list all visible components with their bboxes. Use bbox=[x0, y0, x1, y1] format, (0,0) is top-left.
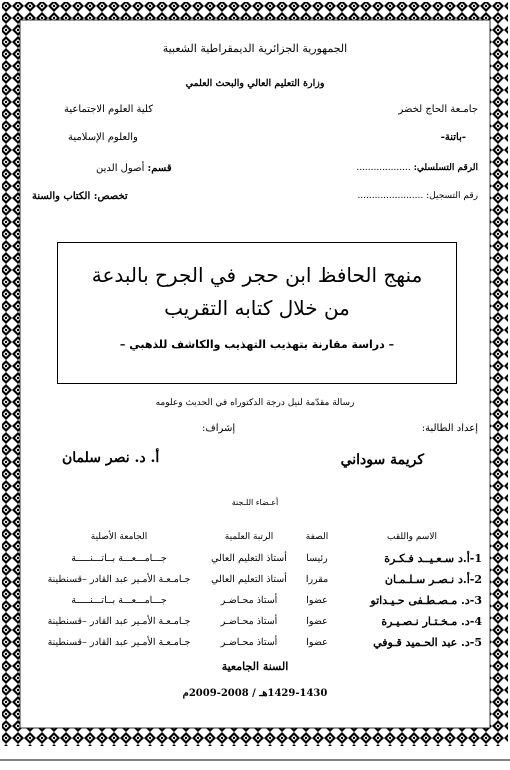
member-rank: أستاذ محـاضـر bbox=[220, 637, 278, 648]
member-role: عضوا bbox=[306, 637, 328, 648]
jury-member-row bbox=[34, 548, 484, 569]
specialization-field bbox=[32, 191, 128, 203]
serial-number-field bbox=[356, 163, 478, 174]
member-role: مقررا bbox=[305, 574, 329, 585]
republic-heading: الجمهورية الجزائرية الديمقراطية الشعبية bbox=[162, 42, 348, 55]
jury-table bbox=[34, 532, 484, 653]
student-name: كريمة سوداني bbox=[340, 452, 424, 468]
member-name: 2-أ.د نـصـر سـلـمـان bbox=[384, 573, 482, 586]
jury-member-row bbox=[34, 611, 484, 632]
supervisor-name: أ. د. نصر سلمان bbox=[62, 450, 160, 466]
thesis-title-line1: منهج الحافظ ابن حجر في الجرح بالبدعة bbox=[91, 263, 423, 287]
member-role: رئيسا bbox=[306, 553, 328, 564]
jury-member-row bbox=[34, 632, 484, 653]
member-university: جـامـعـة الأمـير عبد القادر –قسنطينة bbox=[47, 616, 191, 627]
member-name: 5-د. عبد الحـميد قـوفي bbox=[373, 636, 482, 649]
member-rank: أستاذ التعليم العالي bbox=[211, 574, 287, 585]
member-university: جـامـعـة الأمـير عبد القادر –قسنطينة bbox=[47, 637, 191, 648]
registration-label: رقم التسجيل: bbox=[426, 191, 478, 201]
member-university: جـامـعـة الأمـير عبد القادر –قسنطينة bbox=[47, 574, 191, 585]
member-role: عضوا bbox=[306, 595, 328, 606]
member-rank: أستاذ التعليم العالي bbox=[211, 553, 287, 564]
department-value: أصول الدين bbox=[96, 163, 145, 174]
member-role: عضوا bbox=[306, 616, 328, 627]
department-field bbox=[96, 163, 172, 175]
registration-number-field bbox=[357, 191, 478, 202]
jury-member-row bbox=[34, 590, 484, 611]
member-name: 3-د. مـصـطـفى حـيـداتو bbox=[370, 594, 482, 607]
member-university: جـــامـــعـــة بــاتـــنـــــة bbox=[71, 553, 167, 564]
faculty-line1: كلية العلوم الاجتماعية bbox=[64, 104, 153, 115]
serial-dots: ................... bbox=[356, 163, 411, 173]
member-university: جـــامـــعـــة بــاتـــنـــــة bbox=[71, 595, 167, 606]
column-header: الجامعة الأصلية bbox=[90, 532, 148, 542]
thesis-title-line2: من خلال كتابه التقريب bbox=[164, 296, 350, 320]
column-header: الاسم واللقب bbox=[387, 532, 437, 542]
academic-year-label: السنة الجامعية bbox=[221, 660, 289, 673]
department-label: قسم: bbox=[147, 163, 172, 174]
member-name: 1-أ.د سـعـيــد فـكـرة bbox=[384, 552, 482, 565]
jury-member-row bbox=[34, 569, 484, 590]
academic-year: 1429-1430هـ / 2008-2009م bbox=[182, 688, 328, 699]
jury-heading: أعـضاء اللـجنة bbox=[231, 498, 279, 507]
prepared-by-label: إعداد الطالبة: bbox=[421, 423, 478, 434]
specialization-value: الكتاب والسنة bbox=[32, 191, 91, 202]
column-header: الصفة bbox=[305, 532, 329, 542]
supervision-label: إشراف: bbox=[202, 423, 236, 434]
ministry-heading: وزارة التعليم العالي والبحث العلمي bbox=[185, 78, 325, 89]
registration-dots: ....................... bbox=[357, 191, 424, 201]
jury-table-header bbox=[34, 532, 484, 548]
specialization-label: تخصص: bbox=[93, 191, 128, 202]
university-city: -باتنة- bbox=[440, 132, 466, 143]
member-rank: أستاذ محـاضـر bbox=[220, 595, 278, 606]
member-name: 4-د. مـخـتـار نـصـيـرة bbox=[381, 615, 482, 628]
thesis-note: رسالة مقدّمة لنيل درجة الدكتوراه في الحديث وعلومه bbox=[155, 398, 355, 408]
university-name: جامـعة الحاج لخضر bbox=[398, 104, 478, 115]
serial-label: الرقم التسلسلي: bbox=[413, 163, 478, 173]
thesis-subtitle: – دراسة مقارنة بتهذيب التهذيب والكاشف للذهبي – bbox=[119, 338, 395, 351]
faculty-line2: والعلوم الإسلامية bbox=[68, 132, 138, 143]
member-rank: أستاذ محـاضـر bbox=[220, 616, 278, 627]
cover-page bbox=[26, 24, 484, 746]
column-header: الرتبة العلمية bbox=[224, 532, 274, 542]
thesis-title-box bbox=[57, 242, 457, 384]
